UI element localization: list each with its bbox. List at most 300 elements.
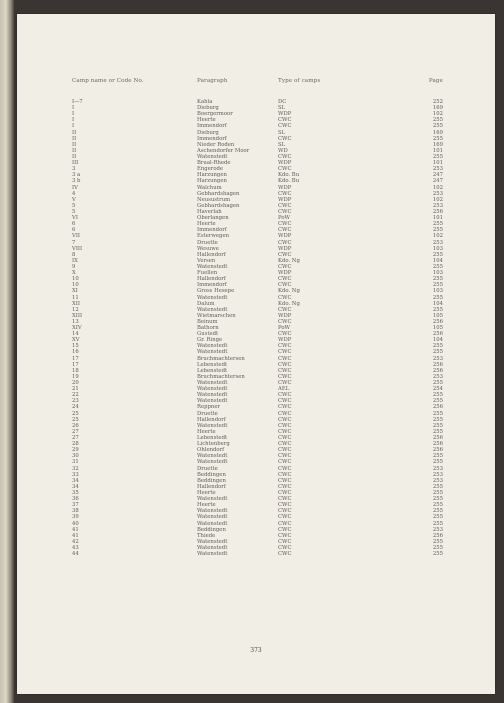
cell-camp: XIII [72, 312, 83, 319]
cell-type: CWC [278, 502, 292, 509]
cell-camp: I [72, 123, 75, 130]
cell-page: 104 [432, 337, 443, 344]
cell-page: 255 [432, 453, 443, 460]
cell-paragraph: Druette [197, 465, 218, 472]
cell-page: 256 [432, 441, 443, 448]
cell-camp: X [72, 270, 76, 277]
cell-paragraph: Oberlangen [197, 215, 229, 222]
cell-camp: 36 [72, 496, 79, 503]
cell-type: CWC [278, 532, 292, 539]
table-row [17, 551, 495, 557]
document-page [17, 14, 495, 694]
cell-camp: 42 [72, 538, 79, 545]
header-type: Type of camps [278, 78, 321, 84]
cell-camp: IX [72, 257, 78, 264]
cell-paragraph: Watenstedt [197, 520, 228, 527]
cell-camp: 8 [72, 251, 76, 258]
cell-paragraph: Gebhardshagen [197, 190, 240, 197]
cell-paragraph: Engerode [197, 166, 224, 173]
cell-camp: 17 [72, 355, 79, 362]
cell-camp: 15 [72, 343, 79, 350]
cell-type: CWC [278, 166, 292, 173]
cell-page: 255 [432, 263, 443, 270]
cell-type: CWC [278, 123, 292, 130]
cell-camp: 39 [72, 514, 79, 521]
cell-type: CWC [278, 514, 292, 521]
cell-camp: II [72, 153, 77, 160]
cell-page: 256 [432, 361, 443, 368]
cell-type: CWC [278, 276, 292, 283]
cell-page: 255 [432, 422, 443, 429]
cell-type: WDP [278, 245, 292, 252]
cell-type: CWC [278, 428, 292, 435]
cell-paragraph: Beddingen [197, 471, 226, 478]
cell-camp: 6 [72, 227, 76, 234]
cell-page: 103 [432, 288, 443, 295]
cell-camp: 35 [72, 490, 79, 496]
cell-paragraph: Gr. Ringe [197, 337, 223, 344]
cell-type: CWC [278, 355, 292, 362]
cell-paragraph: Watenstedt [197, 386, 228, 393]
cell-paragraph: Brual-Rhede [197, 160, 231, 167]
cell-page: 255 [432, 117, 443, 124]
cell-page: 254 [432, 386, 443, 393]
cell-paragraph: Neusustrum [197, 196, 231, 203]
table-header [17, 78, 495, 88]
cell-page: 252 [432, 99, 443, 105]
cell-paragraph: Gebhardshagen [197, 202, 240, 209]
cell-paragraph: Immendorf [197, 135, 227, 142]
cell-paragraph: Watenstedt [197, 496, 228, 503]
cell-type: CWC [278, 410, 292, 417]
cell-page: 169 [432, 129, 443, 136]
cell-type: WDP [278, 312, 292, 319]
cell-paragraph: Watenstedt [197, 398, 228, 405]
cell-paragraph: Lebenstedt [197, 367, 228, 374]
cell-page: 255 [432, 153, 443, 160]
cell-type: CWC [278, 490, 292, 496]
cell-type: CWC [278, 477, 292, 484]
cell-camp: 11 [72, 294, 79, 301]
cell-page: 102 [432, 184, 443, 191]
cell-camp: 20 [72, 380, 79, 387]
cell-paragraph: Bathorn [197, 325, 219, 332]
cell-type: CWC [278, 416, 292, 423]
cell-type: CWC [278, 544, 292, 551]
cell-paragraph: Bruchmachtersen [197, 373, 245, 380]
cell-type: DC [278, 99, 287, 105]
cell-type: WDP [278, 184, 292, 191]
cell-camp: 28 [72, 441, 79, 448]
cell-camp: 34 [72, 483, 79, 490]
cell-type: AEL [278, 386, 290, 393]
cell-page: 256 [432, 318, 443, 325]
cell-type: CWC [278, 538, 292, 545]
cell-page: 253 [432, 526, 443, 533]
cell-paragraph: Druette [197, 410, 218, 417]
cell-paragraph: Watenstedt [197, 349, 228, 356]
cell-page: 255 [432, 135, 443, 142]
cell-type: CWC [278, 447, 292, 454]
cell-camp: 25 [72, 416, 79, 423]
cell-type: CWC [278, 318, 292, 325]
cell-camp: XI [72, 288, 78, 295]
cell-paragraph: Hallendorf [197, 276, 226, 283]
header-paragraph: Paragraph [197, 78, 228, 84]
cell-type: SL [278, 105, 286, 112]
cell-camp: 3 a [72, 172, 81, 179]
cell-camp: 23 [72, 398, 79, 405]
cell-paragraph: Watenstedt [197, 263, 228, 270]
cell-camp: 12 [72, 306, 79, 313]
cell-paragraph: Walchum [197, 184, 222, 191]
cell-type: PoW [278, 325, 290, 332]
cell-paragraph: Watenstedt [197, 544, 228, 551]
cell-paragraph: Boergermoor [197, 111, 233, 118]
cell-page: 255 [432, 459, 443, 466]
cell-paragraph: Druette [197, 239, 218, 246]
cell-type: CWC [278, 471, 292, 478]
cell-type: CWC [278, 367, 292, 374]
cell-type: CWC [278, 373, 292, 380]
cell-paragraph: Immendorf [197, 282, 227, 289]
cell-camp: XIV [72, 325, 82, 332]
cell-type: CWC [278, 251, 292, 258]
cell-paragraph: Hallendorf [197, 251, 226, 258]
cell-page: 104 [432, 300, 443, 307]
cell-camp: 17 [72, 361, 79, 368]
cell-type: WDP [278, 233, 292, 240]
cell-page: 256 [432, 435, 443, 442]
cell-paragraph: Dieburg [197, 105, 219, 112]
cell-type: CWC [278, 441, 292, 448]
cell-paragraph: Harzungen [197, 172, 227, 179]
cell-page: 253 [432, 355, 443, 362]
cell-camp: 3 [72, 166, 76, 173]
cell-paragraph: Dieburg [197, 129, 219, 136]
cell-camp: VII [72, 233, 81, 240]
cell-type: Kdo. Bu [278, 178, 300, 185]
cell-page: 256 [432, 367, 443, 374]
cell-paragraph: Watenstedt [197, 551, 228, 558]
cell-type: WDP [278, 270, 292, 277]
cell-paragraph: Dalum [197, 300, 215, 307]
cell-paragraph: Beddingen [197, 477, 226, 484]
cell-type: CWC [278, 282, 292, 289]
cell-camp: 5 [72, 208, 76, 215]
cell-page: 255 [432, 520, 443, 527]
cell-paragraph: Lebenstedt [197, 435, 228, 442]
cell-type: WDP [278, 160, 292, 167]
cell-page: 255 [432, 392, 443, 399]
cell-page: 247 [432, 172, 443, 179]
cell-page: 255 [432, 551, 443, 558]
cell-camp: 14 [72, 331, 79, 338]
camp-table-body [17, 99, 495, 557]
cell-paragraph: Gustedt [197, 331, 219, 338]
cell-type: CWC [278, 306, 292, 313]
cell-type: CWC [278, 398, 292, 405]
cell-type: CWC [278, 190, 292, 197]
cell-camp: 13 [72, 318, 79, 325]
cell-type: WDP [278, 196, 292, 203]
cell-page: 255 [432, 398, 443, 405]
cell-type: Kdo. Ng [278, 257, 300, 264]
cell-paragraph: Wietmarschen [197, 312, 236, 319]
cell-page: 255 [432, 416, 443, 423]
cell-page: 253 [432, 166, 443, 173]
cell-camp: II [72, 135, 77, 142]
cell-type: CWC [278, 453, 292, 460]
cell-type: CWC [278, 331, 292, 338]
cell-camp: XII [72, 300, 80, 307]
cell-page: 102 [432, 196, 443, 203]
cell-camp: 34 [72, 477, 79, 484]
cell-type: SL [278, 129, 286, 136]
cell-page: 256 [432, 208, 443, 215]
cell-page: 255 [432, 251, 443, 258]
cell-type: CWC [278, 551, 292, 558]
cell-type: CWC [278, 526, 292, 533]
cell-paragraph: Watenstedt [197, 453, 228, 460]
cell-paragraph: Hallendorf [197, 416, 226, 423]
cell-paragraph: Watenstedt [197, 306, 228, 313]
cell-camp: 7 [72, 239, 76, 246]
cell-paragraph: Heerte [197, 490, 216, 496]
cell-type: CWC [278, 263, 292, 270]
cell-page: 255 [432, 294, 443, 301]
cell-type: Kdo. Ng [278, 288, 300, 295]
cell-paragraph: Bruchmachtersen [197, 355, 245, 362]
cell-page: 253 [432, 477, 443, 484]
cell-page: 101 [432, 160, 443, 167]
cell-type: CWC [278, 459, 292, 466]
header-camp: Camp name or Code No. [72, 78, 144, 84]
cell-type: CWC [278, 361, 292, 368]
cell-camp: II [72, 129, 77, 136]
cell-paragraph: Haverlah [197, 208, 222, 215]
cell-page: 255 [432, 502, 443, 509]
cell-type: CWC [278, 435, 292, 442]
cell-page: 104 [432, 257, 443, 264]
cell-camp: 38 [72, 508, 79, 515]
cell-paragraph: Heerte [197, 428, 216, 435]
cell-page: 103 [432, 245, 443, 252]
cell-camp: XV [72, 337, 80, 344]
cell-type: CWC [278, 117, 292, 124]
cell-type: CWC [278, 294, 292, 301]
cell-page: 105 [432, 312, 443, 319]
cell-page: 255 [432, 380, 443, 387]
cell-camp: 27 [72, 435, 79, 442]
book-binding-edge [0, 0, 14, 703]
cell-camp: 41 [72, 532, 79, 539]
cell-camp: VI [72, 215, 78, 222]
cell-paragraph: Watenstedt [197, 294, 228, 301]
cell-camp: 16 [72, 349, 79, 356]
cell-camp: I [72, 111, 75, 118]
cell-page: 102 [432, 111, 443, 118]
page-number: 373 [250, 647, 262, 654]
cell-type: CWC [278, 153, 292, 160]
cell-type: CWC [278, 135, 292, 142]
cell-paragraph: Lebenstedt [197, 361, 228, 368]
cell-type: CWC [278, 483, 292, 490]
cell-camp: VIII [72, 245, 83, 252]
cell-page: 255 [432, 123, 443, 130]
cell-page: 105 [432, 325, 443, 332]
cell-paragraph: Versen [197, 257, 216, 264]
cell-type: CWC [278, 380, 292, 387]
cell-paragraph: Heerte [197, 117, 216, 124]
cell-camp: 19 [72, 373, 79, 380]
cell-camp: I [72, 117, 75, 124]
cell-paragraph: Watenstedt [197, 508, 228, 515]
cell-type: CWC [278, 202, 292, 209]
cell-page: 253 [432, 373, 443, 380]
cell-camp: 10 [72, 276, 79, 283]
cell-page: 255 [432, 227, 443, 234]
cell-page: 255 [432, 514, 443, 521]
cell-camp: 44 [72, 551, 79, 558]
cell-page: 256 [432, 532, 443, 539]
cell-camp: II [72, 141, 77, 148]
cell-camp: 5 [72, 202, 76, 209]
cell-page: 101 [432, 147, 443, 154]
cell-camp: 29 [72, 447, 79, 454]
cell-paragraph: Watenstedt [197, 422, 228, 429]
cell-type: CWC [278, 392, 292, 399]
cell-type: WDP [278, 111, 292, 118]
cell-type: CWC [278, 239, 292, 246]
cell-type: CWC [278, 465, 292, 472]
cell-page: 255 [432, 282, 443, 289]
cell-paragraph: Watenstedt [197, 392, 228, 399]
cell-page: 253 [432, 465, 443, 472]
cell-paragraph: Watenstedt [197, 153, 228, 160]
cell-page: 255 [432, 490, 443, 496]
cell-page: 253 [432, 202, 443, 209]
cell-paragraph: Watenstedt [197, 343, 228, 350]
cell-paragraph: Heerte [197, 502, 216, 509]
cell-paragraph: Fuellen [197, 270, 218, 277]
cell-camp: II [72, 147, 77, 154]
cell-paragraph: Aschendorfer Moor [197, 147, 250, 154]
cell-camp: 30 [72, 453, 79, 460]
cell-paragraph: Esterwegen [197, 233, 229, 240]
cell-camp: V [72, 196, 76, 203]
cell-type: PoW [278, 215, 290, 222]
cell-page: 255 [432, 496, 443, 503]
cell-type: CWC [278, 520, 292, 527]
cell-camp: 43 [72, 544, 79, 551]
cell-paragraph: Wesuwe [197, 245, 219, 252]
cell-paragraph: Beddingen [197, 526, 226, 533]
cell-paragraph: Ohlendorf [197, 447, 225, 454]
cell-camp: 31 [72, 459, 79, 466]
cell-page: 253 [432, 471, 443, 478]
cell-page: 253 [432, 190, 443, 197]
cell-page: 255 [432, 508, 443, 515]
cell-page: 102 [432, 233, 443, 240]
cell-page: 255 [432, 544, 443, 551]
cell-type: WDP [278, 337, 292, 344]
cell-paragraph: Heerte [197, 221, 216, 228]
cell-camp: 24 [72, 404, 79, 411]
cell-camp: 3 b [72, 178, 81, 185]
cell-page: 169 [432, 141, 443, 148]
cell-paragraph: Watenstedt [197, 514, 228, 521]
cell-paragraph: Nieder Roden [197, 141, 235, 148]
cell-page: 103 [432, 270, 443, 277]
cell-type: CWC [278, 508, 292, 515]
cell-camp: 41 [72, 526, 79, 533]
cell-paragraph: Thiede [197, 532, 216, 539]
cell-paragraph: Lichtenberg [197, 441, 230, 448]
cell-page: 256 [432, 447, 443, 454]
cell-page: 255 [432, 349, 443, 356]
cell-page: 255 [432, 428, 443, 435]
cell-page: 255 [432, 306, 443, 313]
cell-paragraph: Hallendorf [197, 483, 226, 490]
cell-type: CWC [278, 221, 292, 228]
cell-page: 255 [432, 221, 443, 228]
cell-paragraph: Gross Hesepe [197, 288, 235, 295]
cell-camp: 27 [72, 428, 79, 435]
cell-type: CWC [278, 422, 292, 429]
cell-page: 255 [432, 483, 443, 490]
cell-page: 255 [432, 410, 443, 417]
cell-camp: 9 [72, 263, 76, 270]
cell-page: 101 [432, 215, 443, 222]
cell-camp: I [72, 105, 75, 112]
cell-camp: 21 [72, 386, 79, 393]
cell-camp: 32 [72, 465, 79, 472]
cell-paragraph: Reppner [197, 404, 220, 411]
cell-paragraph: Watenstedt [197, 459, 228, 466]
cell-paragraph: Watenstedt [197, 538, 228, 545]
cell-type: CWC [278, 208, 292, 215]
cell-paragraph: Harzungen [197, 178, 227, 185]
cell-camp: 37 [72, 502, 79, 509]
cell-type: Kdo. Ng [278, 300, 300, 307]
cell-camp: 26 [72, 422, 79, 429]
cell-camp: 6 [72, 221, 76, 228]
cell-paragraph: Kahla [197, 99, 213, 105]
cell-page: 256 [432, 404, 443, 411]
cell-paragraph: Immendorf [197, 227, 227, 234]
cell-type: CWC [278, 349, 292, 356]
cell-page: 255 [432, 343, 443, 350]
cell-page: 255 [432, 276, 443, 283]
cell-page: 256 [432, 331, 443, 338]
cell-type: CWC [278, 496, 292, 503]
cell-camp: IV [72, 184, 78, 191]
cell-page: 169 [432, 105, 443, 112]
cell-type: CWC [278, 343, 292, 350]
cell-camp: 33 [72, 471, 79, 478]
cell-camp: 18 [72, 367, 79, 374]
cell-type: SL [278, 141, 286, 148]
cell-camp: 25 [72, 410, 79, 417]
cell-page: 255 [432, 538, 443, 545]
cell-page: 247 [432, 178, 443, 185]
cell-paragraph: Immendorf [197, 123, 227, 130]
cell-paragraph: Beinum [197, 318, 218, 325]
cell-type: Kdo. Bu [278, 172, 300, 179]
cell-page: 253 [432, 239, 443, 246]
cell-camp: 40 [72, 520, 79, 527]
